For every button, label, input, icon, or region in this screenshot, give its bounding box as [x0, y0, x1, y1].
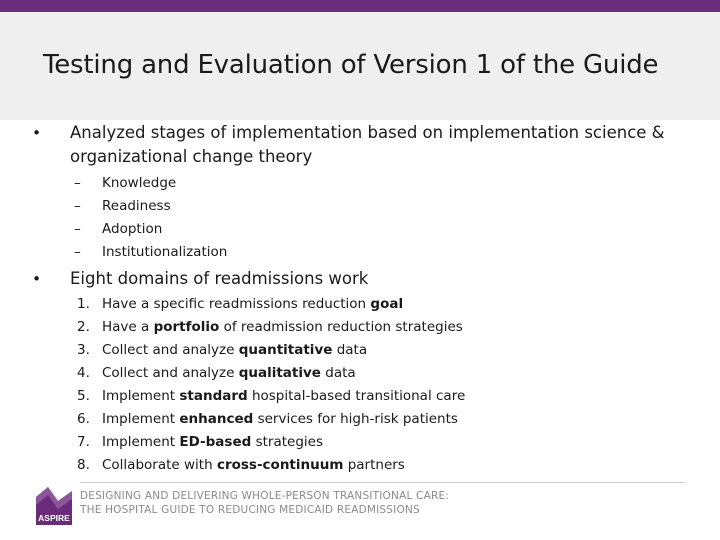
bullet-marker: •	[32, 270, 42, 288]
list-item: Have a specific readmissions reduction goal	[102, 296, 404, 312]
aspire-logo	[36, 483, 72, 525]
top-accent-bar	[0, 0, 720, 12]
list-item: Implement ED-based strategies	[102, 434, 323, 450]
list-item: Collect and analyze quantitative data	[102, 342, 368, 358]
subitem-text: Readiness	[102, 198, 171, 214]
logo-text: ASPIRE	[38, 513, 70, 523]
list-number: 4.	[77, 365, 90, 381]
list-number: 2.	[77, 319, 90, 335]
list-item: Collect and analyze qualitative data	[102, 365, 356, 381]
dash-marker: –	[74, 244, 81, 260]
list-item: Implement enhanced services for high-risk patients	[102, 411, 458, 427]
bullet-text: Eight domains of readmissions work	[70, 269, 369, 288]
footer-divider	[80, 482, 685, 483]
dash-marker: –	[74, 175, 81, 191]
bullet-text: Analyzed stages of implementation based on implementation science & organizational change theory	[70, 123, 665, 166]
list-number: 3.	[77, 342, 90, 358]
subitem-text: Adoption	[102, 221, 163, 237]
slide-title: Testing and Evaluation of Version 1 of the Guide	[43, 50, 659, 80]
list-number: 7.	[77, 434, 90, 450]
list-item: Have a portfolio of readmission reduction strategies	[102, 319, 463, 335]
list-number: 6.	[77, 411, 90, 427]
list-number: 5.	[77, 388, 90, 404]
list-item: Implement standard hospital-based transitional care	[102, 388, 466, 404]
subitem-text: Knowledge	[102, 175, 177, 191]
footer-line-2: THE HOSPITAL GUIDE TO REDUCING MEDICAID READMISSIONS	[80, 504, 420, 516]
footer-line-1: DESIGNING AND DELIVERING WHOLE-PERSON TRANSITIONAL CARE:	[80, 490, 450, 502]
dash-marker: –	[74, 221, 81, 237]
bullet-marker: •	[32, 124, 42, 142]
list-number: 8.	[77, 457, 90, 473]
dash-marker: –	[74, 198, 81, 214]
subitem-text: Institutionalization	[102, 244, 228, 260]
list-item: Collaborate with cross-continuum partners	[102, 457, 405, 473]
list-number: 1.	[77, 296, 90, 312]
